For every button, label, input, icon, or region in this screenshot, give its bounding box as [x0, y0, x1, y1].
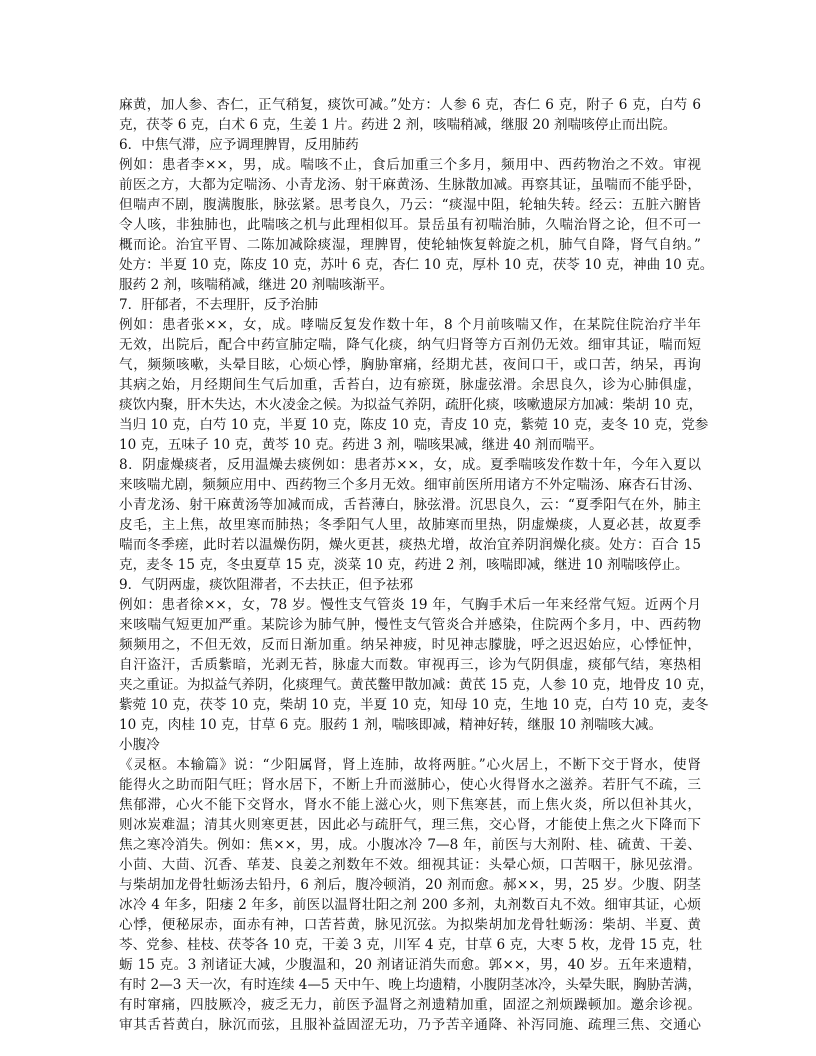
text-line: 10 克，五味子 10 克，黄芩 10 克。药进 3 剂，喘咳果减，继进 40 剂而喘平。 — [119, 437, 603, 453]
text-line: 芩、党参、桂枝、茯苓各 10 克，干姜 3 克，川军 4 克，甘草 6 克，大枣 5 枚，龙骨 15 克，牡 — [119, 937, 703, 953]
text-line: 麻黄，加人参、杏仁，正气稍复，痰饮可减。”处方：人参 6 克，杏仁 6 克，附子 6 克，白芍 6 — [119, 97, 701, 113]
text-line: 克，麦冬 15 克，冬虫夏草 15 克，淡菜 10 克，药进 2 剂，咳喘即减，继进 10 剂喘咳停止。 — [119, 557, 689, 573]
text-line: 痰饮内聚，肝木失达，木火凌金之候。为拟益气养阴，疏肝化痰，咳嗽遗尿方加减：柴胡 10 克， — [119, 397, 703, 413]
text-line: 概而论。治宜平胃、二陈加减除痰湿，理脾胃，使轮轴恢复斡旋之机，肺气自降，肾气自纳。” — [119, 237, 701, 253]
text-line: 小腹冷 — [119, 737, 160, 753]
text-line: 有时 2—3 天一次，有时连续 4—5 天中午、晚上均遗精，小腹阴茎冰冷，头晕失眠，胸胁苦满， — [119, 977, 702, 993]
text-line: 例如：患者张××，女，成。哮喘反复发作数十年，8 个月前咳喘又作，在某院住院治疗半年 — [119, 317, 701, 333]
text-line: 小青龙汤、射干麻黄汤等加减而成，舌苔薄白，脉弦滑。沉思良久，云：“夏季阳气在外，肺主 — [119, 497, 701, 513]
text-line: 焦之寒冷消失。例如：焦××，男，成。小腹冰冷 7—8 年，前医与大剂附、桂、硫黄、干姜、 — [119, 837, 701, 853]
text-line: 小茴、大茴、沉香、荜茇、良姜之剂数年不效。细视其证：头晕心烦，口苦咽干，脉见弦滑。 — [119, 857, 701, 873]
text-line: 处方：半夏 10 克，陈皮 10 克，苏叶 6 克，杏仁 10 克，厚朴 10 克，茯苓 10 克，神曲 10 克。 — [119, 257, 714, 273]
text-line: 审其舌苔黄白，脉沉而弦，且服补益固涩无功，乃予苦辛通降、补泻同施、疏理三焦、交通心 — [119, 1017, 701, 1033]
text-line: 有时窜痛，四肢厥冷，疲乏无力，前医予温肾之剂遗精加重，固涩之剂烦躁顿加。邀余诊视。 — [119, 997, 701, 1013]
text-line: 服药 2 剂，咳喘稍减，继进 20 剂喘咳渐平。 — [119, 277, 394, 293]
text-line: 冰冷 4 年多，阳痿 2 年多，前医以温肾壮阳之剂 200 多剂，丸剂数百丸不效。细审其证，心烦 — [119, 897, 701, 913]
text-line: 自汗盗汗，舌质紫暗，光剥无苔，脉虚大而数。审视再三，诊为气阴俱虚，痰郁气结，寒热相 — [119, 657, 701, 673]
text-line: 心悸，便秘尿赤，面赤有神，口苦苔黄，脉见沉弦。为拟柴胡加龙骨牡蛎汤：柴胡、半夏、黄 — [119, 917, 701, 933]
document-body — [119, 95, 714, 1035]
text-line: 无效，出院后，配合中药宣肺定喘，降气化痰，纳气归肾等方百剂仍无效。细审其证，喘而短 — [119, 337, 701, 353]
text-line: 例如：患者李××，男，成。喘咳不止，食后加重三个多月，频用中、西药物治之不效。审视 — [119, 157, 701, 173]
text-line: 《灵枢。本输篇》说：“少阳属肾，肾上连肺，故将两脏。”心火居上，不断下交于肾水，使肾 — [119, 757, 701, 773]
text-line: 则冰炭难温；清其火则寒更甚，因此必与疏肝气，理三焦，交心肾，才能使上焦之火下降而下 — [119, 817, 701, 833]
text-line: 能得火之助而阳气旺；肾水居下，不断上升而滋肺心，使心火得肾水之滋养。若肝气不疏，三 — [119, 777, 701, 793]
text-line: 来咳喘尤剧，频频应用中、西药物三个多月无效。细审前医所用诸方不外定喘汤、麻杏石甘汤、 — [119, 477, 701, 493]
text-line: 紫菀 10 克，茯苓 10 克，柴胡 10 克，半夏 10 克，知母 10 克，生地 10 克，白芍 10 克，麦冬 — [119, 697, 709, 713]
text-line: 频频用之，不但无效，反而日渐加重。纳呆神疲，时见神志朦胧，呼之迟迟始应，心悸怔忡， — [119, 637, 701, 653]
text-line: 前医之方，大都为定喘汤、小青龙汤、射干麻黄汤、生脉散加减。再察其证，虽喘而不能乎卧， — [119, 177, 701, 193]
text-line: 皮毛，主上焦，故里寒而肺热；冬季阳气人里，故肺寒而里热，阴虚燥痰，人夏必甚，故夏季 — [119, 517, 701, 533]
text-line: 来咳喘气短更加严重。某院诊为肺气肿，慢性支气管炎合并感染，住院两个多月，中、西药物 — [119, 617, 701, 633]
text-line: 蛎 15 克。3 剂诸证大减，少腹温和，20 剂诸证消失而愈。郭××，男，40 岁。五年来遗精， — [119, 957, 701, 973]
text-line: 喘而冬季瘥，此时若以温燥伤阴，燥火更甚，痰热尤增，故治宜养阴润燥化痰。处方：百合 15 — [119, 537, 701, 553]
text-line: 9．气阴两虚，痰饮阻滞者，不去扶正，但予祛邪 — [119, 577, 414, 593]
text-line: 当归 10 克，白芍 10 克，半夏 10 克，陈皮 10 克，青皮 10 克，紫菀 10 克，麦冬 10 克，党参 — [119, 417, 709, 433]
text-line: 与柴胡加龙骨牡蛎汤去铅丹，6 剂后，腹冷顿消，20 剂而愈。郝××，男，25 岁。少腹、阴茎 — [119, 877, 701, 893]
text-line: 夹之重证。为拟益气养阴，化痰理气。黄芪鳖甲散加减：黄芪 15 克，人参 10 克，地骨皮 10 克， — [119, 677, 714, 693]
text-line: 例如：患者徐××，女，78 岁。慢性支气管炎 19 年，气胸手术后一年来经常气短。近两个月 — [119, 597, 701, 613]
text-line: 令人咳，非独肺也，此喘咳之机与此理相似耳。景岳虽有初喘治肺，久喘治肾之论，但不可一 — [119, 217, 701, 233]
text-line: 但喘声不剧，腹满腹胀，脉弦紧。思考良久，乃云：“痰湿中阻，轮轴失转。经云：五脏六腑皆 — [119, 197, 701, 213]
text-line: 气，频频咳嗽，头晕目眩，心烦心悸，胸胁窜痛，经期尤甚，夜间口干，或口苦，纳呆，再询 — [119, 357, 701, 373]
text-line: 8．阴虚燥痰者，反用温燥去痰例如：患者苏××，女，成。夏季喘咳发作数十年，今年入夏以 — [119, 457, 701, 473]
text-line: 10 克，肉桂 10 克，甘草 6 克。服药 1 剂，喘咳即减，精神好转，继服 10 剂喘咳大减。 — [119, 717, 663, 733]
text-line: 7．肝郁者，不去理肝，反予治肺 — [119, 297, 318, 313]
text-line: 6．中焦气滞，应予调理脾胃，反用肺药 — [119, 137, 359, 153]
text-line: 其病之始，月经期间生气后加重，舌苔白，边有瘀斑，脉虚弦滑。余思良久，诊为心肺俱虚， — [119, 377, 701, 393]
text-line: 克，茯苓 6 克，白术 6 克，生姜 1 片。药进 2 剂，咳喘稍减，继服 20 剂喘咳停止而出院。 — [119, 117, 677, 133]
text-line: 焦郁滞，心火不能下交肾水，肾水不能上滋心火，则下焦寒甚，而上焦火炎，所以但补其火， — [119, 797, 701, 813]
